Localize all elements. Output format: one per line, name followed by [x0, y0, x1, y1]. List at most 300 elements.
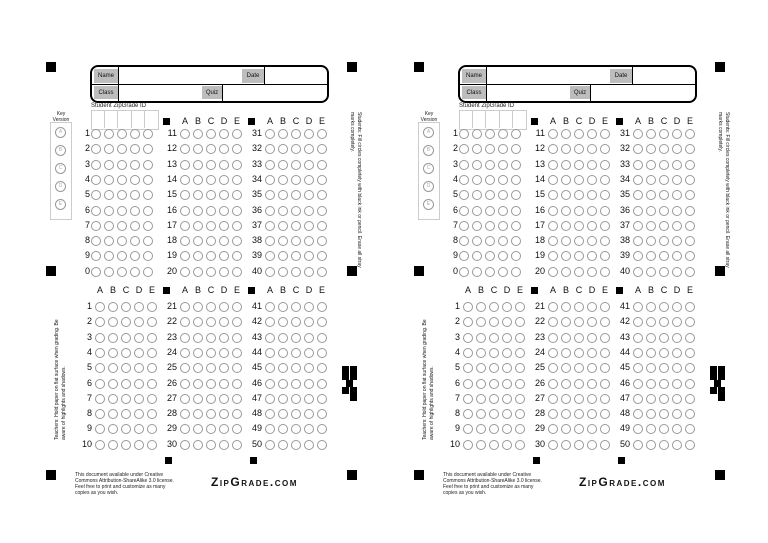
answer-bubble[interactable] [463, 440, 473, 450]
id-digit-bubble[interactable] [104, 206, 114, 216]
answer-bubble[interactable] [515, 348, 525, 358]
answer-bubble[interactable] [265, 440, 275, 450]
id-digit-bubble[interactable] [117, 144, 127, 154]
answer-bubble[interactable] [600, 236, 610, 246]
id-digit-bubble[interactable] [91, 190, 101, 200]
answer-bubble[interactable] [633, 190, 643, 200]
answer-bubble[interactable] [685, 175, 695, 185]
id-digit-bubble[interactable] [498, 236, 508, 246]
answer-bubble[interactable] [548, 333, 558, 343]
id-digit-bubble[interactable] [143, 251, 153, 261]
class-field[interactable] [118, 85, 203, 101]
answer-bubble[interactable] [180, 175, 190, 185]
answer-bubble[interactable] [180, 206, 190, 216]
answer-bubble[interactable] [587, 394, 597, 404]
answer-bubble[interactable] [574, 175, 584, 185]
id-digit-bubble[interactable] [485, 190, 495, 200]
key-version-bubble[interactable]: C [55, 163, 66, 174]
answer-bubble[interactable] [672, 302, 682, 312]
answer-bubble[interactable] [193, 440, 203, 450]
answer-bubble[interactable] [147, 379, 157, 389]
answer-bubble[interactable] [193, 363, 203, 373]
answer-bubble[interactable] [659, 144, 669, 154]
key-version-bubble[interactable]: E [423, 199, 434, 210]
answer-bubble[interactable] [180, 190, 190, 200]
answer-bubble[interactable] [672, 144, 682, 154]
answer-bubble[interactable] [548, 221, 558, 231]
id-digit-bubble[interactable] [485, 251, 495, 261]
answer-bubble[interactable] [193, 251, 203, 261]
answer-bubble[interactable] [515, 440, 525, 450]
answer-bubble[interactable] [108, 424, 118, 434]
answer-bubble[interactable] [659, 129, 669, 139]
id-digit-bubble[interactable] [498, 129, 508, 139]
answer-bubble[interactable] [193, 267, 203, 277]
answer-bubble[interactable] [463, 317, 473, 327]
id-digit-bubble[interactable] [459, 236, 469, 246]
id-digit-bubble[interactable] [91, 160, 101, 170]
answer-bubble[interactable] [291, 267, 301, 277]
answer-bubble[interactable] [561, 317, 571, 327]
id-digit-bubble[interactable] [511, 144, 521, 154]
answer-bubble[interactable] [646, 424, 656, 434]
answer-bubble[interactable] [515, 379, 525, 389]
id-digit-bubble[interactable] [472, 160, 482, 170]
answer-bubble[interactable] [317, 160, 327, 170]
answer-bubble[interactable] [561, 363, 571, 373]
answer-bubble[interactable] [574, 394, 584, 404]
answer-bubble[interactable] [291, 236, 301, 246]
answer-bubble[interactable] [291, 424, 301, 434]
answer-bubble[interactable] [278, 333, 288, 343]
id-digit-bubble[interactable] [130, 206, 140, 216]
answer-bubble[interactable] [193, 348, 203, 358]
answer-bubble[interactable] [291, 409, 301, 419]
id-digit-bubble[interactable] [143, 160, 153, 170]
answer-bubble[interactable] [502, 333, 512, 343]
answer-bubble[interactable] [548, 236, 558, 246]
answer-bubble[interactable] [265, 129, 275, 139]
answer-bubble[interactable] [685, 160, 695, 170]
answer-bubble[interactable] [304, 348, 314, 358]
answer-bubble[interactable] [672, 236, 682, 246]
answer-bubble[interactable] [147, 394, 157, 404]
answer-bubble[interactable] [232, 267, 242, 277]
answer-bubble[interactable] [515, 409, 525, 419]
answer-bubble[interactable] [278, 251, 288, 261]
id-digit-bubble[interactable] [104, 190, 114, 200]
answer-bubble[interactable] [232, 363, 242, 373]
answer-bubble[interactable] [317, 409, 327, 419]
answer-bubble[interactable] [659, 333, 669, 343]
answer-bubble[interactable] [672, 394, 682, 404]
answer-bubble[interactable] [147, 424, 157, 434]
id-digit-bubble[interactable] [143, 221, 153, 231]
answer-bubble[interactable] [646, 190, 656, 200]
answer-bubble[interactable] [574, 379, 584, 389]
answer-bubble[interactable] [108, 394, 118, 404]
answer-bubble[interactable] [502, 302, 512, 312]
id-digit-bubble[interactable] [117, 206, 127, 216]
answer-bubble[interactable] [206, 190, 216, 200]
id-digit-bubble[interactable] [485, 221, 495, 231]
answer-bubble[interactable] [489, 394, 499, 404]
answer-bubble[interactable] [476, 348, 486, 358]
id-digit-bubble[interactable] [104, 236, 114, 246]
answer-bubble[interactable] [134, 363, 144, 373]
key-version-bubble[interactable]: B [423, 145, 434, 156]
answer-bubble[interactable] [646, 267, 656, 277]
id-digit-bubble[interactable] [91, 129, 101, 139]
answer-bubble[interactable] [633, 129, 643, 139]
answer-bubble[interactable] [646, 394, 656, 404]
answer-bubble[interactable] [561, 221, 571, 231]
answer-bubble[interactable] [278, 394, 288, 404]
answer-bubble[interactable] [659, 221, 669, 231]
answer-bubble[interactable] [193, 206, 203, 216]
answer-bubble[interactable] [304, 440, 314, 450]
answer-bubble[interactable] [180, 394, 190, 404]
id-digit-bubble[interactable] [472, 129, 482, 139]
answer-bubble[interactable] [561, 251, 571, 261]
id-digit-bubble[interactable] [472, 267, 482, 277]
answer-bubble[interactable] [180, 424, 190, 434]
answer-bubble[interactable] [574, 206, 584, 216]
answer-bubble[interactable] [476, 333, 486, 343]
answer-bubble[interactable] [633, 440, 643, 450]
answer-bubble[interactable] [278, 221, 288, 231]
answer-bubble[interactable] [561, 160, 571, 170]
answer-bubble[interactable] [291, 144, 301, 154]
answer-bubble[interactable] [108, 348, 118, 358]
answer-bubble[interactable] [489, 440, 499, 450]
answer-bubble[interactable] [304, 190, 314, 200]
id-digit-bubble[interactable] [485, 175, 495, 185]
answer-bubble[interactable] [95, 363, 105, 373]
answer-bubble[interactable] [600, 440, 610, 450]
answer-bubble[interactable] [659, 160, 669, 170]
answer-bubble[interactable] [659, 394, 669, 404]
answer-bubble[interactable] [291, 206, 301, 216]
id-digit-bubble[interactable] [117, 251, 127, 261]
answer-bubble[interactable] [489, 424, 499, 434]
student-id-entry-grid[interactable] [459, 110, 527, 130]
id-digit-bubble[interactable] [498, 190, 508, 200]
answer-bubble[interactable] [502, 424, 512, 434]
answer-bubble[interactable] [317, 333, 327, 343]
answer-bubble[interactable] [646, 333, 656, 343]
answer-bubble[interactable] [291, 394, 301, 404]
answer-bubble[interactable] [489, 348, 499, 358]
key-version-bubble[interactable]: C [423, 163, 434, 174]
answer-bubble[interactable] [515, 333, 525, 343]
id-digit-bubble[interactable] [91, 267, 101, 277]
answer-bubble[interactable] [121, 379, 131, 389]
id-digit-bubble[interactable] [511, 129, 521, 139]
answer-bubble[interactable] [574, 333, 584, 343]
answer-bubble[interactable] [304, 175, 314, 185]
answer-bubble[interactable] [291, 317, 301, 327]
answer-bubble[interactable] [672, 175, 682, 185]
answer-bubble[interactable] [600, 206, 610, 216]
quiz-field[interactable] [590, 85, 694, 101]
answer-bubble[interactable] [685, 348, 695, 358]
id-digit-bubble[interactable] [143, 267, 153, 277]
answer-bubble[interactable] [291, 190, 301, 200]
answer-bubble[interactable] [587, 144, 597, 154]
answer-bubble[interactable] [317, 394, 327, 404]
id-digit-bubble[interactable] [91, 175, 101, 185]
answer-bubble[interactable] [633, 379, 643, 389]
answer-bubble[interactable] [108, 409, 118, 419]
student-id-entry-grid[interactable] [91, 110, 159, 130]
answer-bubble[interactable] [633, 175, 643, 185]
id-digit-bubble[interactable] [511, 251, 521, 261]
id-digit-bubble[interactable] [498, 267, 508, 277]
answer-bubble[interactable] [317, 424, 327, 434]
answer-bubble[interactable] [147, 409, 157, 419]
answer-bubble[interactable] [108, 333, 118, 343]
answer-bubble[interactable] [304, 206, 314, 216]
answer-bubble[interactable] [291, 160, 301, 170]
answer-bubble[interactable] [95, 348, 105, 358]
answer-bubble[interactable] [600, 379, 610, 389]
id-digit-bubble[interactable] [511, 160, 521, 170]
answer-bubble[interactable] [515, 424, 525, 434]
answer-bubble[interactable] [193, 409, 203, 419]
answer-bubble[interactable] [463, 409, 473, 419]
answer-bubble[interactable] [646, 302, 656, 312]
answer-bubble[interactable] [232, 379, 242, 389]
answer-bubble[interactable] [121, 317, 131, 327]
answer-bubble[interactable] [600, 363, 610, 373]
answer-bubble[interactable] [121, 440, 131, 450]
answer-bubble[interactable] [646, 236, 656, 246]
answer-bubble[interactable] [232, 440, 242, 450]
answer-bubble[interactable] [476, 302, 486, 312]
answer-bubble[interactable] [463, 348, 473, 358]
answer-bubble[interactable] [265, 267, 275, 277]
answer-bubble[interactable] [685, 424, 695, 434]
answer-bubble[interactable] [219, 440, 229, 450]
id-digit-bubble[interactable] [117, 160, 127, 170]
answer-bubble[interactable] [476, 424, 486, 434]
answer-bubble[interactable] [134, 394, 144, 404]
answer-bubble[interactable] [265, 379, 275, 389]
answer-bubble[interactable] [548, 363, 558, 373]
answer-bubble[interactable] [646, 363, 656, 373]
answer-bubble[interactable] [206, 348, 216, 358]
answer-bubble[interactable] [193, 394, 203, 404]
answer-bubble[interactable] [180, 348, 190, 358]
answer-bubble[interactable] [646, 317, 656, 327]
answer-bubble[interactable] [278, 424, 288, 434]
answer-bubble[interactable] [219, 175, 229, 185]
id-digit-bubble[interactable] [485, 160, 495, 170]
id-digit-bubble[interactable] [143, 236, 153, 246]
answer-bubble[interactable] [587, 348, 597, 358]
answer-bubble[interactable] [121, 363, 131, 373]
answer-bubble[interactable] [574, 317, 584, 327]
answer-bubble[interactable] [587, 251, 597, 261]
answer-bubble[interactable] [193, 424, 203, 434]
id-digit-bubble[interactable] [91, 221, 101, 231]
answer-bubble[interactable] [265, 221, 275, 231]
answer-bubble[interactable] [291, 251, 301, 261]
answer-bubble[interactable] [672, 129, 682, 139]
answer-bubble[interactable] [219, 190, 229, 200]
answer-bubble[interactable] [574, 221, 584, 231]
answer-bubble[interactable] [561, 236, 571, 246]
id-digit-bubble[interactable] [459, 221, 469, 231]
answer-bubble[interactable] [206, 424, 216, 434]
answer-bubble[interactable] [633, 348, 643, 358]
key-version-bubble[interactable]: D [55, 181, 66, 192]
answer-bubble[interactable] [219, 348, 229, 358]
answer-bubble[interactable] [265, 190, 275, 200]
id-digit-bubble[interactable] [104, 129, 114, 139]
answer-bubble[interactable] [600, 160, 610, 170]
answer-bubble[interactable] [317, 379, 327, 389]
answer-bubble[interactable] [463, 333, 473, 343]
answer-bubble[interactable] [193, 190, 203, 200]
answer-bubble[interactable] [232, 190, 242, 200]
id-digit-bubble[interactable] [498, 160, 508, 170]
answer-bubble[interactable] [317, 440, 327, 450]
answer-bubble[interactable] [265, 317, 275, 327]
answer-bubble[interactable] [685, 394, 695, 404]
answer-bubble[interactable] [600, 175, 610, 185]
answer-bubble[interactable] [646, 348, 656, 358]
answer-bubble[interactable] [134, 348, 144, 358]
answer-bubble[interactable] [147, 333, 157, 343]
answer-bubble[interactable] [278, 236, 288, 246]
answer-bubble[interactable] [278, 379, 288, 389]
id-digit-bubble[interactable] [117, 267, 127, 277]
answer-bubble[interactable] [600, 302, 610, 312]
answer-bubble[interactable] [548, 190, 558, 200]
name-field[interactable] [118, 67, 243, 84]
answer-bubble[interactable] [548, 129, 558, 139]
answer-bubble[interactable] [317, 144, 327, 154]
answer-bubble[interactable] [633, 394, 643, 404]
answer-bubble[interactable] [561, 302, 571, 312]
answer-bubble[interactable] [291, 333, 301, 343]
answer-bubble[interactable] [672, 317, 682, 327]
answer-bubble[interactable] [95, 302, 105, 312]
answer-bubble[interactable] [193, 175, 203, 185]
name-field[interactable] [486, 67, 611, 84]
id-digit-bubble[interactable] [143, 175, 153, 185]
answer-bubble[interactable] [265, 251, 275, 261]
answer-bubble[interactable] [574, 409, 584, 419]
id-digit-bubble[interactable] [511, 175, 521, 185]
answer-bubble[interactable] [633, 317, 643, 327]
answer-bubble[interactable] [561, 190, 571, 200]
answer-bubble[interactable] [278, 409, 288, 419]
answer-bubble[interactable] [278, 440, 288, 450]
id-digit-bubble[interactable] [498, 221, 508, 231]
answer-bubble[interactable] [232, 348, 242, 358]
answer-bubble[interactable] [95, 424, 105, 434]
answer-bubble[interactable] [180, 144, 190, 154]
answer-bubble[interactable] [685, 129, 695, 139]
answer-bubble[interactable] [685, 302, 695, 312]
answer-bubble[interactable] [600, 251, 610, 261]
answer-bubble[interactable] [587, 317, 597, 327]
answer-bubble[interactable] [672, 424, 682, 434]
answer-bubble[interactable] [600, 317, 610, 327]
answer-bubble[interactable] [317, 348, 327, 358]
id-digit-bubble[interactable] [117, 221, 127, 231]
answer-bubble[interactable] [685, 333, 695, 343]
answer-bubble[interactable] [548, 348, 558, 358]
answer-bubble[interactable] [672, 363, 682, 373]
id-digit-bubble[interactable] [117, 236, 127, 246]
class-field[interactable] [486, 85, 571, 101]
answer-bubble[interactable] [95, 409, 105, 419]
answer-bubble[interactable] [489, 302, 499, 312]
answer-bubble[interactable] [278, 175, 288, 185]
key-version-bubble[interactable]: A [55, 127, 66, 138]
answer-bubble[interactable] [587, 440, 597, 450]
answer-bubble[interactable] [463, 363, 473, 373]
answer-bubble[interactable] [463, 424, 473, 434]
answer-bubble[interactable] [108, 317, 118, 327]
answer-bubble[interactable] [180, 440, 190, 450]
answer-bubble[interactable] [193, 129, 203, 139]
answer-bubble[interactable] [561, 129, 571, 139]
answer-bubble[interactable] [476, 379, 486, 389]
answer-bubble[interactable] [232, 409, 242, 419]
answer-bubble[interactable] [646, 409, 656, 419]
answer-bubble[interactable] [95, 394, 105, 404]
answer-bubble[interactable] [134, 317, 144, 327]
answer-bubble[interactable] [659, 236, 669, 246]
id-digit-bubble[interactable] [130, 160, 140, 170]
answer-bubble[interactable] [574, 440, 584, 450]
answer-bubble[interactable] [121, 409, 131, 419]
answer-bubble[interactable] [278, 363, 288, 373]
answer-bubble[interactable] [672, 333, 682, 343]
answer-bubble[interactable] [180, 333, 190, 343]
id-digit-bubble[interactable] [459, 129, 469, 139]
answer-bubble[interactable] [600, 333, 610, 343]
date-field[interactable] [264, 67, 326, 84]
answer-bubble[interactable] [574, 160, 584, 170]
answer-bubble[interactable] [180, 363, 190, 373]
answer-bubble[interactable] [108, 379, 118, 389]
answer-bubble[interactable] [95, 440, 105, 450]
answer-bubble[interactable] [587, 190, 597, 200]
id-digit-bubble[interactable] [459, 251, 469, 261]
answer-bubble[interactable] [317, 175, 327, 185]
answer-bubble[interactable] [515, 394, 525, 404]
answer-bubble[interactable] [574, 236, 584, 246]
answer-bubble[interactable] [134, 333, 144, 343]
id-digit-bubble[interactable] [459, 190, 469, 200]
id-digit-bubble[interactable] [498, 206, 508, 216]
answer-bubble[interactable] [685, 409, 695, 419]
answer-bubble[interactable] [291, 379, 301, 389]
answer-bubble[interactable] [180, 302, 190, 312]
id-digit-bubble[interactable] [91, 144, 101, 154]
answer-bubble[interactable] [265, 424, 275, 434]
answer-bubble[interactable] [659, 424, 669, 434]
answer-bubble[interactable] [574, 424, 584, 434]
quiz-field[interactable] [222, 85, 326, 101]
answer-bubble[interactable] [476, 394, 486, 404]
